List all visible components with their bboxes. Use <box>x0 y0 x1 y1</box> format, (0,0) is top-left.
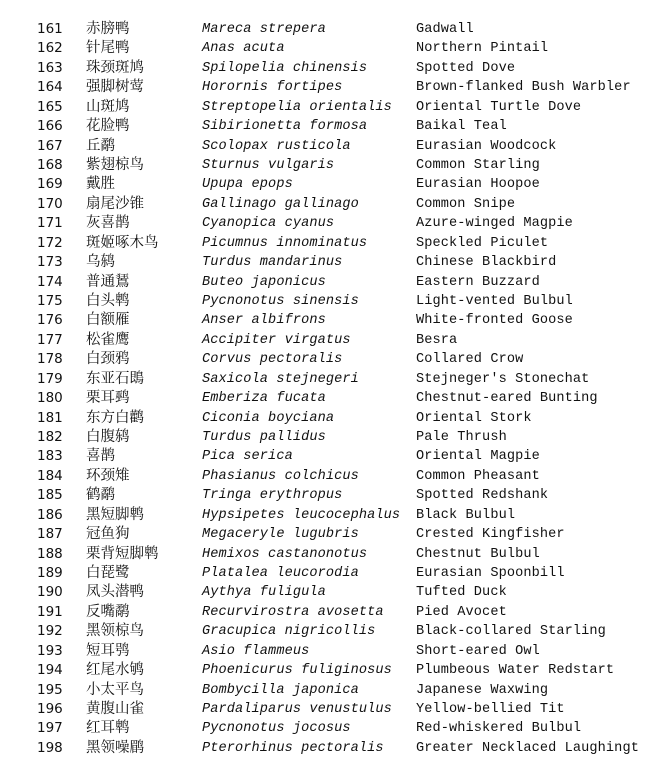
english-name: Collared Crow <box>416 352 524 368</box>
scientific-name: Platalea leucorodia <box>202 566 359 582</box>
chinese-name: 赤膀鸭 <box>86 21 130 37</box>
scientific-name: Turdus mandarinus <box>202 255 343 271</box>
english-name: Crested Kingfisher <box>416 527 565 543</box>
chinese-name: 红耳鹎 <box>86 720 130 737</box>
table-row <box>0 370 659 389</box>
table-row <box>0 311 659 330</box>
english-name: Common Starling <box>416 158 540 173</box>
english-name: Short-eared Owl <box>416 643 540 659</box>
row-number: 168 <box>37 157 63 173</box>
table-row <box>0 545 659 564</box>
chinese-name: 强脚树莺 <box>86 79 144 96</box>
english-name: Eurasian Woodcock <box>416 138 557 154</box>
scientific-name: Gracupica nigricollis <box>202 624 376 640</box>
chinese-name: 鹤鹬 <box>86 487 115 504</box>
chinese-name: 斑姬啄木鸟 <box>86 234 159 251</box>
chinese-name: 针尾鸭 <box>86 40 130 57</box>
scientific-name: Hemixos castanonotus <box>202 546 368 562</box>
scientific-name: Hypsipetes leucocephalus <box>202 507 401 523</box>
scientific-name: Picumnus innominatus <box>202 235 368 251</box>
chinese-name: 栗耳鹀 <box>86 390 130 407</box>
row-number: 182 <box>37 429 63 446</box>
row-number: 196 <box>37 701 63 718</box>
row-number: 174 <box>37 273 63 290</box>
english-name: Light-vented Bulbul <box>416 294 573 310</box>
scientific-name: Sibirionetta formosa <box>202 119 368 135</box>
table-row <box>0 583 659 602</box>
scientific-name: Spilopelia chinensis <box>202 60 368 76</box>
scientific-name: Accipiter virgatus <box>202 332 351 348</box>
chinese-name: 白腹鸫 <box>86 429 130 446</box>
scientific-name: Anas acuta <box>202 41 285 57</box>
row-number: 164 <box>37 79 63 96</box>
table-row <box>0 156 659 175</box>
english-name: Oriental Magpie <box>416 449 540 465</box>
chinese-name: 珠颈斑鸠 <box>86 59 144 76</box>
english-name: White-fronted Goose <box>416 313 573 329</box>
english-name: Spotted Dove <box>416 60 516 76</box>
scientific-name: Recurvirostra avosetta <box>202 604 384 620</box>
chinese-name: 扇尾沙锥 <box>86 195 144 212</box>
scientific-name: Phoenicurus fuliginosus <box>202 663 392 679</box>
row-number: 163 <box>37 59 63 76</box>
table-row <box>0 428 659 447</box>
table-row <box>0 292 659 311</box>
chinese-name: 松雀鹰 <box>86 331 130 348</box>
chinese-name: 花脸鸭 <box>86 118 130 135</box>
row-number: 192 <box>37 623 63 640</box>
chinese-name: 短耳鸮 <box>86 642 130 659</box>
english-name: Azure-winged Magpie <box>416 216 573 232</box>
english-name: Brown-flanked Bush Warbler <box>416 80 631 96</box>
row-number: 191 <box>37 603 63 620</box>
chinese-name: 紫翅椋鸟 <box>86 157 144 173</box>
english-name: Eastern Buzzard <box>416 274 540 290</box>
table-row <box>0 350 659 369</box>
chinese-name: 黑短脚鹎 <box>86 506 144 523</box>
row-number: 170 <box>37 195 63 212</box>
table-row <box>0 195 659 214</box>
chinese-name: 黄腹山雀 <box>86 701 144 718</box>
table-row <box>0 486 659 505</box>
chinese-name: 栗背短脚鹎 <box>86 545 159 562</box>
row-number: 193 <box>37 642 63 659</box>
english-name: Baikal Teal <box>416 119 507 135</box>
table-row <box>0 39 659 58</box>
row-number: 176 <box>37 312 63 329</box>
english-name: Common Snipe <box>416 196 516 212</box>
table-row <box>0 253 659 272</box>
table-row <box>0 273 659 292</box>
english-name: Pied Avocet <box>416 604 507 620</box>
english-name: Japanese Waxwing <box>416 682 549 698</box>
table-row <box>0 234 659 253</box>
chinese-name: 环颈雉 <box>86 467 130 484</box>
english-name: Red-whiskered Bulbul <box>416 721 582 737</box>
english-name: Gadwall <box>416 22 474 37</box>
row-number: 197 <box>37 720 63 737</box>
scientific-name: Saxicola stejnegeri <box>202 371 359 387</box>
english-name: Spotted Redshank <box>416 488 549 504</box>
table-row <box>0 700 659 719</box>
english-name: Stejneger's Stonechat <box>416 371 590 387</box>
table-row <box>0 506 659 525</box>
scientific-name: Pycnonotus sinensis <box>202 294 359 310</box>
row-number: 188 <box>37 545 63 562</box>
scientific-name: Anser albifrons <box>202 313 326 329</box>
table-row <box>0 137 659 156</box>
english-name: Tufted Duck <box>416 585 507 601</box>
chinese-name: 凤头潜鸭 <box>86 584 144 601</box>
scientific-name: Aythya fuligula <box>202 585 326 601</box>
english-name: Chestnut Bulbul <box>416 546 540 562</box>
chinese-name: 黑领噪鹛 <box>86 739 144 756</box>
table-row <box>0 739 659 758</box>
scientific-name: Buteo japonicus <box>202 274 326 290</box>
scientific-name: Upupa epops <box>202 177 293 193</box>
row-number: 169 <box>37 176 63 193</box>
scientific-name: Streptopelia orientalis <box>202 99 392 115</box>
row-number: 173 <box>37 254 63 271</box>
scientific-name: Pycnonotus jocosus <box>202 721 351 737</box>
table-row <box>0 681 659 700</box>
english-name: Greater Necklaced Laughingt <box>416 740 639 756</box>
row-number: 165 <box>37 98 63 115</box>
scientific-name: Emberiza fucata <box>202 391 326 407</box>
english-name: Plumbeous Water Redstart <box>416 663 615 679</box>
table-row <box>0 661 659 680</box>
chinese-name: 白头鹎 <box>86 293 130 310</box>
english-name: Black Bulbul <box>416 507 516 523</box>
table-row <box>0 98 659 117</box>
row-number: 178 <box>37 351 63 368</box>
row-number: 171 <box>37 215 63 232</box>
row-number: 190 <box>37 584 63 601</box>
english-name: Eurasian Hoopoe <box>416 177 540 193</box>
row-number: 194 <box>37 662 63 679</box>
row-number: 180 <box>37 390 63 407</box>
table-row <box>0 467 659 486</box>
row-number: 184 <box>37 467 63 484</box>
row-number: 162 <box>37 40 63 57</box>
chinese-name: 反嘴鹬 <box>86 603 130 620</box>
row-number: 198 <box>37 739 63 756</box>
scientific-name: Megaceryle lugubris <box>202 527 359 543</box>
row-number: 195 <box>37 681 63 698</box>
scientific-name: Pardaliparus venustulus <box>202 702 392 718</box>
table-row <box>0 564 659 583</box>
row-number: 185 <box>37 487 63 504</box>
table-row <box>0 409 659 428</box>
english-name: Besra <box>416 332 458 348</box>
scientific-name: Sturnus vulgaris <box>202 158 335 173</box>
table-row <box>0 622 659 641</box>
row-number: 189 <box>37 565 63 582</box>
chinese-name: 白额雁 <box>86 312 130 329</box>
scientific-name: Asio flammeus <box>202 643 310 659</box>
english-name: Northern Pintail <box>416 41 549 57</box>
english-name: Oriental Stork <box>416 410 532 426</box>
row-number: 166 <box>37 118 63 135</box>
chinese-name: 喜鹊 <box>86 448 115 465</box>
chinese-name: 冠鱼狗 <box>86 526 130 543</box>
table-row <box>0 117 659 136</box>
english-name: Chinese Blackbird <box>416 255 557 271</box>
chinese-name: 白琵鹭 <box>86 565 130 582</box>
english-name: Pale Thrush <box>416 430 507 446</box>
scientific-name: Cyanopica cyanus <box>202 216 335 232</box>
english-name: Common Pheasant <box>416 468 540 484</box>
scientific-name: Bombycilla japonica <box>202 682 359 698</box>
english-name: Black-collared Starling <box>416 624 606 640</box>
row-number: 179 <box>37 370 63 387</box>
table-row <box>0 389 659 408</box>
chinese-name: 小太平鸟 <box>86 681 144 698</box>
chinese-name: 普通鵟 <box>86 273 130 290</box>
table-row <box>0 214 659 233</box>
scientific-name: Pica serica <box>202 449 293 465</box>
row-number: 186 <box>37 506 63 523</box>
scientific-name: Tringa erythropus <box>202 488 343 504</box>
chinese-name: 白颈鸦 <box>86 351 130 368</box>
chinese-name: 东方白鹳 <box>86 409 144 426</box>
scientific-name: Pterorhinus pectoralis <box>202 740 384 756</box>
chinese-name: 黑领椋鸟 <box>86 623 144 640</box>
row-number: 177 <box>37 331 63 348</box>
chinese-name: 乌鸫 <box>86 254 115 271</box>
table-row <box>0 175 659 194</box>
scientific-name: Mareca strepera <box>202 22 326 37</box>
scientific-name: Ciconia boyciana <box>202 410 335 426</box>
chinese-name: 戴胜 <box>86 176 115 193</box>
row-number: 187 <box>37 526 63 543</box>
english-name: Oriental Turtle Dove <box>416 99 582 115</box>
table-row <box>0 642 659 661</box>
row-number: 183 <box>37 448 63 465</box>
scientific-name: Phasianus colchicus <box>202 468 359 484</box>
scientific-name: Turdus pallidus <box>202 430 326 446</box>
row-number: 172 <box>37 234 63 251</box>
table-row <box>0 78 659 97</box>
chinese-name: 红尾水鸲 <box>86 662 144 679</box>
table-row <box>0 331 659 350</box>
scientific-name: Horornis fortipes <box>202 80 343 96</box>
english-name: Eurasian Spoonbill <box>416 566 565 582</box>
table-row <box>0 719 659 738</box>
chinese-name: 灰喜鹊 <box>86 215 130 232</box>
scientific-name: Scolopax rusticola <box>202 138 351 154</box>
row-number: 181 <box>37 409 63 426</box>
scientific-name: Gallinago gallinago <box>202 196 359 212</box>
english-name: Yellow-bellied Tit <box>416 702 565 718</box>
row-number: 175 <box>37 293 63 310</box>
table-row <box>0 525 659 544</box>
chinese-name: 东亚石鵖 <box>86 370 144 387</box>
chinese-name: 丘鹬 <box>86 137 115 154</box>
table-row <box>0 447 659 466</box>
row-number: 161 <box>37 21 63 37</box>
table-row <box>0 59 659 78</box>
table-row <box>0 603 659 622</box>
scientific-name: Corvus pectoralis <box>202 352 343 368</box>
row-number: 167 <box>37 137 63 154</box>
chinese-name: 山斑鸠 <box>86 98 130 115</box>
table-row <box>0 20 659 39</box>
english-name: Chestnut-eared Bunting <box>416 391 598 407</box>
english-name: Speckled Piculet <box>416 235 549 251</box>
